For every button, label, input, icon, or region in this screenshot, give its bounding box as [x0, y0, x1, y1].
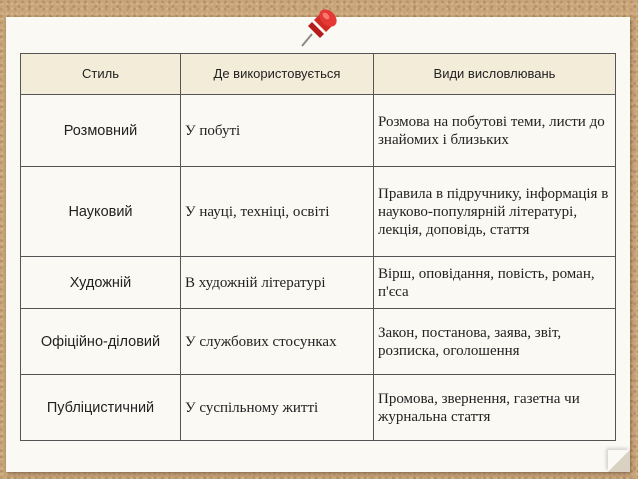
header-usage: Де використовується [181, 54, 374, 95]
table-row [21, 95, 616, 167]
table-row [21, 375, 616, 441]
table-row [21, 309, 616, 375]
header-style: Стиль [21, 54, 181, 95]
table-row [21, 257, 616, 309]
cell-kinds: Закон, постанова, заява, звіт, розписка, оголошення [374, 309, 616, 375]
cell-kinds: Промова, звернення, газетна чи журнальна стаття [374, 375, 616, 441]
cell-style: Розмовний [21, 95, 181, 167]
cell-usage: В художній літературі [181, 257, 374, 309]
cell-kinds: Правила в підручнику, інформація в науково-популярній літературі, лекція, доповідь, стаття [374, 167, 616, 257]
cell-style: Науковий [21, 167, 181, 257]
cell-style: Офіційно-діловий [21, 309, 181, 375]
header-kinds: Види висловлювань [374, 54, 616, 95]
cell-usage: У науці, техніці, освіті [181, 167, 374, 257]
cell-usage: У суспільному житті [181, 375, 374, 441]
cell-usage: У побуті [181, 95, 374, 167]
cell-kinds: Розмова на побутові теми, листи до знайомих і близьких [374, 95, 616, 167]
push-pin-icon [298, 4, 342, 48]
cell-usage: У службових стосунках [181, 309, 374, 375]
table-header-row [21, 54, 616, 95]
cell-kinds: Вірш, оповідання, повість, роман, п'єса [374, 257, 616, 309]
styles-table [20, 53, 616, 441]
table-row [21, 167, 616, 257]
cell-style: Публіцистичний [21, 375, 181, 441]
cell-style: Художній [21, 257, 181, 309]
